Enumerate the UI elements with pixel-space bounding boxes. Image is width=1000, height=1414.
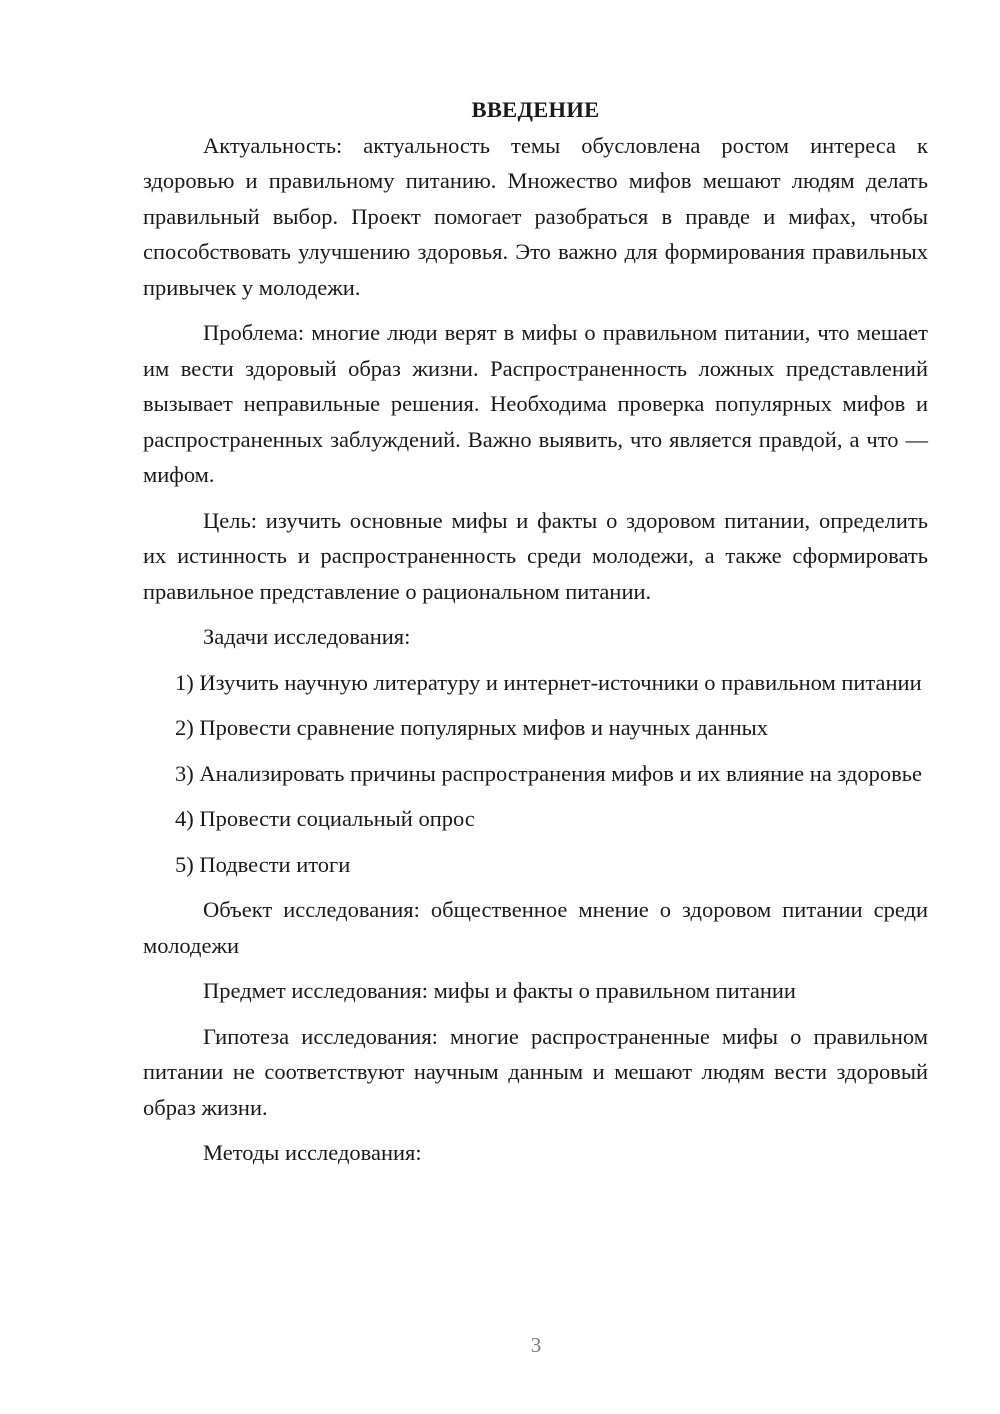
task-item-1: 1) Изучить научную литературу и интернет-источники о правильном питании [175,669,922,695]
task-item-5: 5) Подвести итоги [175,851,351,877]
methods-heading: Методы исследования: [203,1140,422,1165]
relevance-paragraph: Актуальность: актуальность темы обусловлена ростом интереса к здоровью и правильному питанию. Множество мифов мешают людям делать правильный выбор. Проект помогает разобраться в правде и мифах, чтобы способствовать улучшению здоровья. Это важно для формирования правильных привычек у молодежи. [143,132,928,300]
object-paragraph: Объект исследования: общественное мнение о здоровом питании среди молодежи [143,897,928,958]
task-item-3: 3) Анализировать причины распространения мифов и их влияние на здоровье [175,760,922,786]
hypothesis-paragraph: Гипотеза исследования: многие распространенные мифы о правильном питании не соответствуют научным данным и мешают людям вести здоровый образ жизни. [143,1023,928,1120]
tasks-heading: Задачи исследования: [203,624,411,649]
task-item-4: 4) Провести социальный опрос [175,806,475,831]
section-title: ВВЕДЕНИЕ [471,97,600,122]
page-content [143,92,928,1181]
goal-paragraph: Цель: изучить основные мифы и факты о здоровом питании, определить их истинность и распространенность среди молодежи, а также сформировать правильное представление о рациональном питании. [143,507,928,604]
task-item-2: 2) Провести сравнение популярных мифов и научных данных [175,715,769,740]
page-number: 3 [530,1333,542,1357]
subject-paragraph: Предмет исследования: мифы и факты о правильном питании [203,978,796,1003]
problem-paragraph: Проблема: многие люди верят в мифы о правильном питании, что мешает им вести здоровый образ жизни. Распространенность ложных представлений вызывает неправильные решения. Необходима проверка популярных мифов и распространенных заблуждений. Важно выявить, что является правдой, а что — мифом. [143,320,928,487]
